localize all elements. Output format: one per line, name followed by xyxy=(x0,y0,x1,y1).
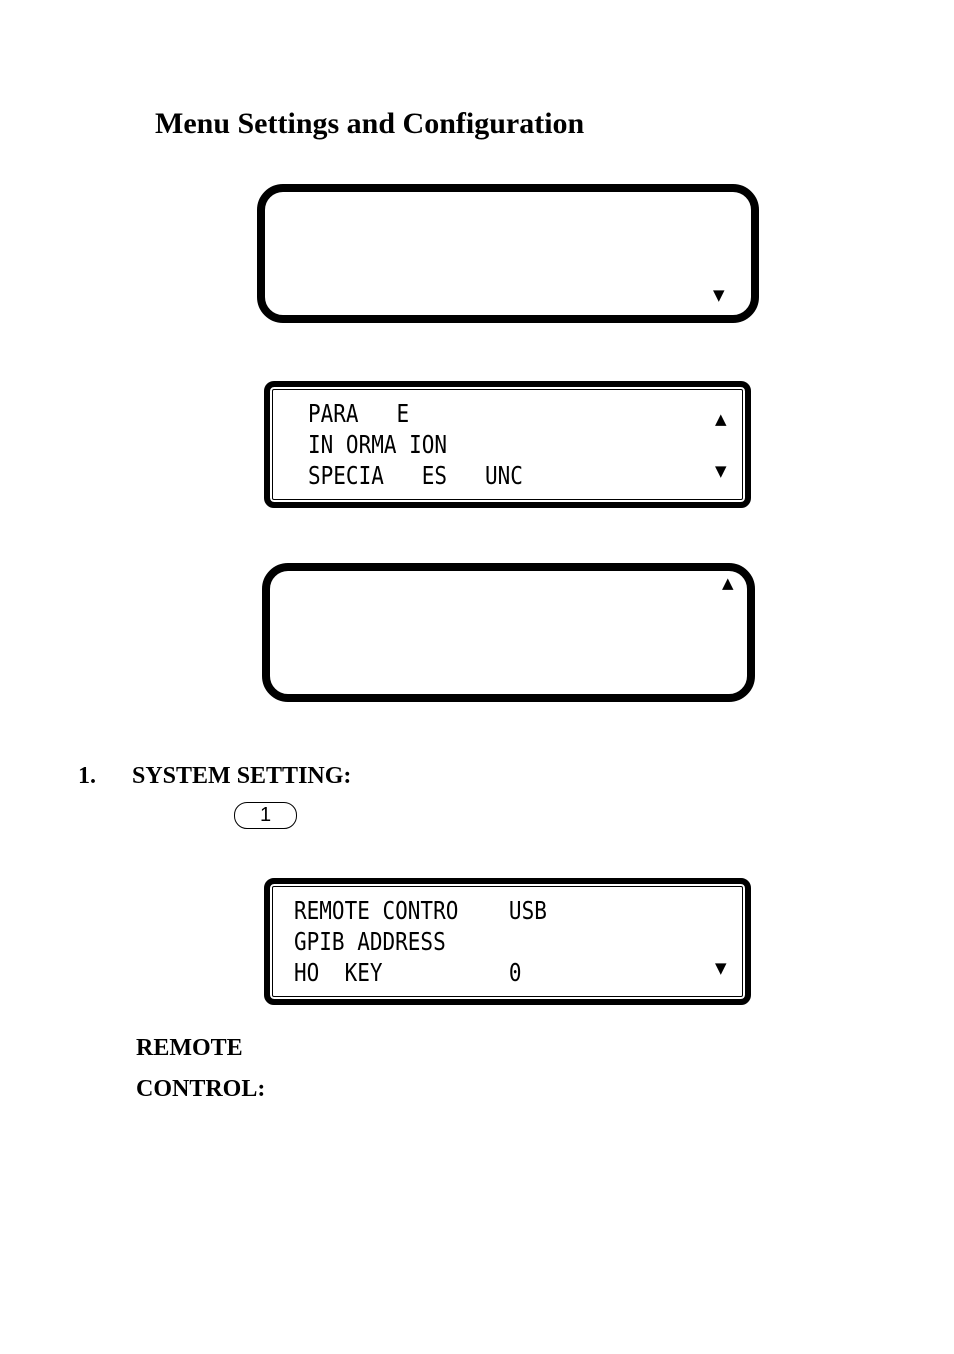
scroll-down-arrow-icon: ▼ xyxy=(715,959,727,977)
menu-line-information: IN ORMA ION xyxy=(308,430,448,459)
scroll-up-arrow-icon: ▲ xyxy=(715,410,727,428)
menu-line-parameter: PARA E xyxy=(308,399,410,428)
lcd-screen-blank-bottom xyxy=(262,563,755,702)
menu-line-special-functions: SPECIA ES UNC xyxy=(308,461,523,490)
section-number: 1. xyxy=(78,763,96,789)
lcd-screen-system-menu xyxy=(264,878,751,1005)
lcd-screen-blank-top xyxy=(257,184,759,323)
menu-line-gpib-address: GPIB ADDRESS xyxy=(294,927,446,956)
page-title: Menu Settings and Configuration xyxy=(155,107,585,140)
scroll-down-arrow-icon: ▼ xyxy=(715,462,727,480)
scroll-up-arrow-icon: ▲ xyxy=(722,574,734,592)
subsection-heading-line2: CONTROL: xyxy=(136,1076,266,1102)
menu-line-remote-control: REMOTE CONTRO USB xyxy=(294,896,547,925)
subsection-heading-line1: REMOTE xyxy=(136,1035,243,1061)
section-title: SYSTEM SETTING: xyxy=(132,763,352,789)
lcd-screen-main-menu xyxy=(264,381,751,508)
key-1-button[interactable]: 1 xyxy=(234,802,297,829)
scroll-down-arrow-icon: ▼ xyxy=(713,286,725,304)
menu-line-hot-key: HO KEY 0 xyxy=(294,958,522,987)
